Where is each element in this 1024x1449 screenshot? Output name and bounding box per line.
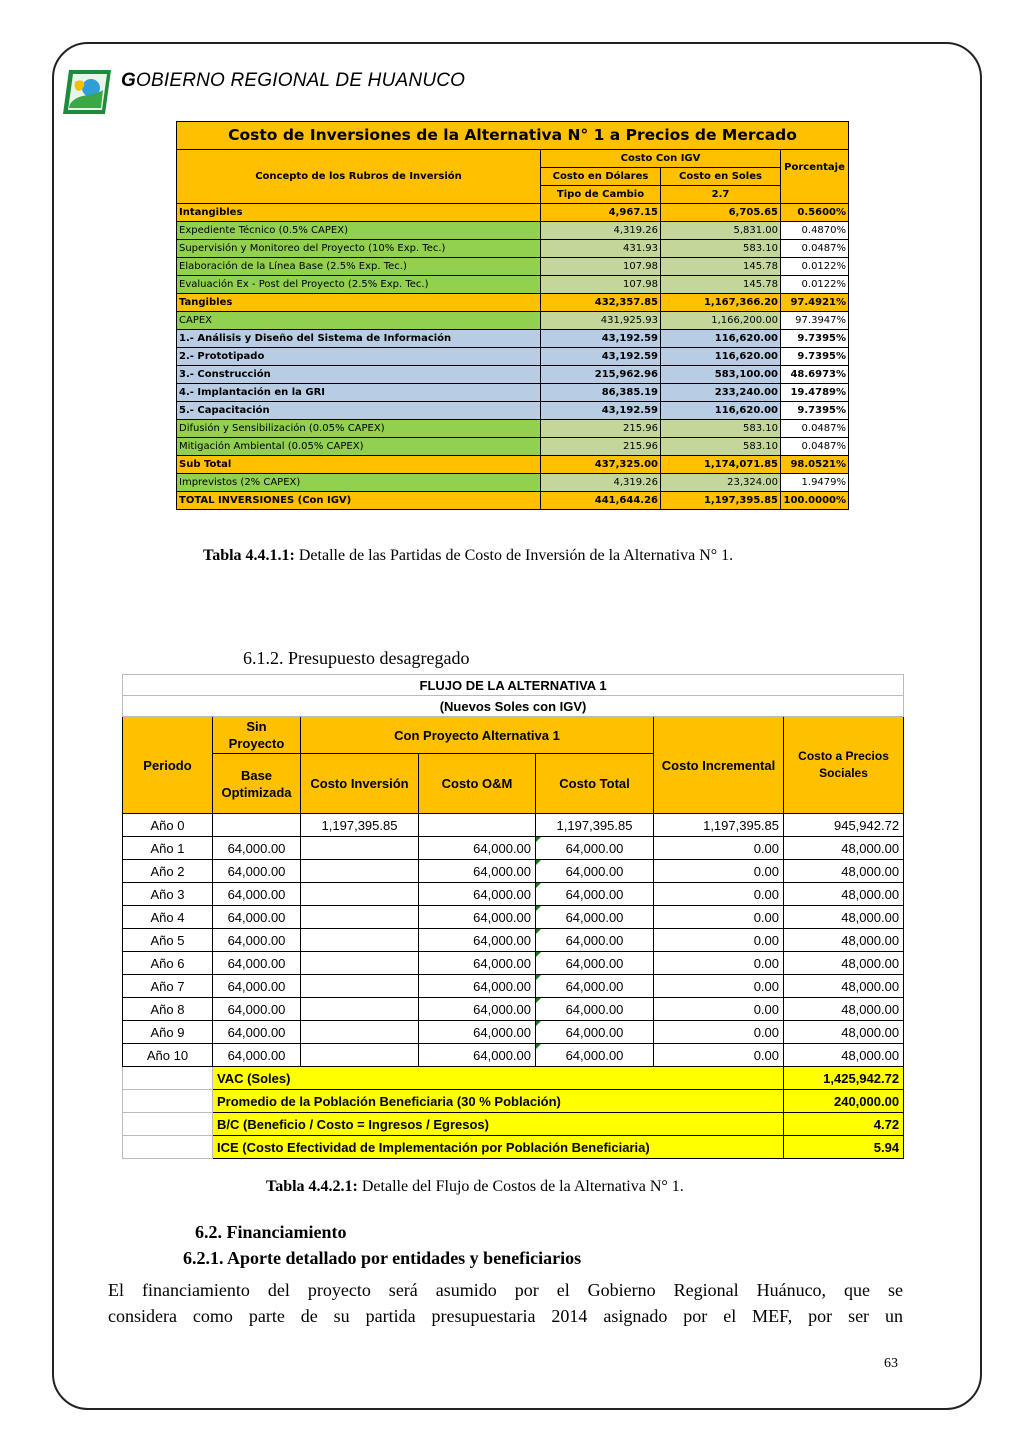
- row-pct: 0.5600%: [781, 204, 849, 222]
- regional-logo: [61, 68, 113, 116]
- flow-inversion: 1,197,395.85: [301, 814, 419, 837]
- flow-total: 64,000.00: [536, 860, 654, 883]
- flow-base: 64,000.00: [213, 952, 301, 975]
- row-usd: 4,319.26: [541, 222, 661, 240]
- row-pct: 1.9479%: [781, 474, 849, 492]
- flow-row: [123, 814, 904, 837]
- flow-social: 945,942.72: [784, 814, 904, 837]
- paragraph-line-2: considera como parte de su partida presupuestaria 2014 asignado por el MEF, por ser un: [108, 1306, 903, 1326]
- flow-social: 48,000.00: [784, 906, 904, 929]
- investment-row: [177, 420, 849, 438]
- investment-row: [177, 366, 849, 384]
- row-pct: 9.7395%: [781, 348, 849, 366]
- flow-incremental: 0.00: [654, 929, 784, 952]
- row-pen: 1,166,200.00: [661, 312, 781, 330]
- base-optimizada-header: Base Optimizada: [213, 754, 301, 814]
- row-label: Sub Total: [177, 456, 541, 474]
- flow-inversion: [301, 1021, 419, 1044]
- flow-om: 64,000.00: [419, 1044, 536, 1067]
- investment-row: [177, 204, 849, 222]
- row-pct: 9.7395%: [781, 402, 849, 420]
- costo-con-igv-header: Costo Con IGV: [541, 150, 781, 168]
- financing-paragraph: [108, 1277, 903, 1329]
- flow-base: 64,000.00: [213, 929, 301, 952]
- row-usd: 215.96: [541, 420, 661, 438]
- flow-base: 64,000.00: [213, 906, 301, 929]
- investment-row: [177, 222, 849, 240]
- row-pen: 145.78: [661, 258, 781, 276]
- row-pct: 0.0487%: [781, 240, 849, 258]
- row-label: Expediente Técnico (0.5% CAPEX): [177, 222, 541, 240]
- row-pen: 583,100.00: [661, 366, 781, 384]
- flow-social: 48,000.00: [784, 860, 904, 883]
- flow-row: [123, 975, 904, 998]
- row-pen: 1,174,071.85: [661, 456, 781, 474]
- flow-om: 64,000.00: [419, 1021, 536, 1044]
- flow-total: 1,197,395.85: [536, 814, 654, 837]
- row-pen: 116,620.00: [661, 402, 781, 420]
- row-pen: 583.10: [661, 438, 781, 456]
- row-pct: 0.0122%: [781, 276, 849, 294]
- row-usd: 4,319.26: [541, 474, 661, 492]
- investment-row: [177, 474, 849, 492]
- row-label: Mitigación Ambiental (0.05% CAPEX): [177, 438, 541, 456]
- flow-base: 64,000.00: [213, 860, 301, 883]
- flow-row: [123, 883, 904, 906]
- flow-periodo: Año 10: [123, 1044, 213, 1067]
- header-title: GOBIERNO REGIONAL DE HUANUCO: [121, 70, 466, 91]
- flow-inversion: [301, 860, 419, 883]
- flow-om: 64,000.00: [419, 952, 536, 975]
- flow-om: 64,000.00: [419, 998, 536, 1021]
- flow-periodo: Año 9: [123, 1021, 213, 1044]
- row-pct: 0.0487%: [781, 438, 849, 456]
- summary-label: Promedio de la Población Beneficiaria (30 % Población): [213, 1090, 784, 1113]
- summary-value: 240,000.00: [784, 1090, 904, 1113]
- row-usd: 431,925.93: [541, 312, 661, 330]
- periodo-header: Periodo: [123, 717, 213, 814]
- investment-row: [177, 384, 849, 402]
- row-label: 4.- Implantación en la GRI: [177, 384, 541, 402]
- summary-row: [123, 1090, 904, 1113]
- row-usd: 107.98: [541, 258, 661, 276]
- row-label: 5.- Capacitación: [177, 402, 541, 420]
- summary-value: 4.72: [784, 1113, 904, 1136]
- flow-social: 48,000.00: [784, 975, 904, 998]
- flow-inversion: [301, 1044, 419, 1067]
- summary-label: B/C (Beneficio / Costo = Ingresos / Egresos): [213, 1113, 784, 1136]
- flow-row: [123, 998, 904, 1021]
- flow-row: [123, 837, 904, 860]
- flow-inversion: [301, 998, 419, 1021]
- investment-row: [177, 312, 849, 330]
- row-label: Supervisión y Monitoreo del Proyecto (10% Exp. Tec.): [177, 240, 541, 258]
- investment-row: [177, 456, 849, 474]
- flow-periodo: Año 0: [123, 814, 213, 837]
- row-usd: 43,192.59: [541, 330, 661, 348]
- flow-row: [123, 906, 904, 929]
- flow-social: 48,000.00: [784, 952, 904, 975]
- costo-sociales-header: Costo a Precios Sociales: [784, 717, 904, 814]
- flow-total: 64,000.00: [536, 1044, 654, 1067]
- flow-total: 64,000.00: [536, 952, 654, 975]
- flow-inversion: [301, 929, 419, 952]
- row-label: CAPEX: [177, 312, 541, 330]
- row-usd: 437,325.00: [541, 456, 661, 474]
- row-pct: 97.4921%: [781, 294, 849, 312]
- soles-header: Costo en Soles: [661, 168, 781, 186]
- flow-base: 64,000.00: [213, 883, 301, 906]
- row-pct: 19.4789%: [781, 384, 849, 402]
- summary-value: 5.94: [784, 1136, 904, 1159]
- flow-om: 64,000.00: [419, 837, 536, 860]
- investment-row: [177, 294, 849, 312]
- flow-social: 48,000.00: [784, 1021, 904, 1044]
- row-label: Elaboración de la Línea Base (2.5% Exp. Tec.): [177, 258, 541, 276]
- flow-total: 64,000.00: [536, 929, 654, 952]
- flow-periodo: Año 8: [123, 998, 213, 1021]
- flow-social: 48,000.00: [784, 929, 904, 952]
- row-usd: 107.98: [541, 276, 661, 294]
- flow-total: 64,000.00: [536, 837, 654, 860]
- row-pct: 0.4870%: [781, 222, 849, 240]
- flow-periodo: Año 4: [123, 906, 213, 929]
- summary-row: [123, 1113, 904, 1136]
- flow-inversion: [301, 837, 419, 860]
- flow-base: 64,000.00: [213, 975, 301, 998]
- row-usd: 43,192.59: [541, 348, 661, 366]
- flow-social: 48,000.00: [784, 837, 904, 860]
- row-pen: 23,324.00: [661, 474, 781, 492]
- row-usd: 215,962.96: [541, 366, 661, 384]
- flow-base: 64,000.00: [213, 1021, 301, 1044]
- caption-table2: Tabla 4.4.2.1: Detalle del Flujo de Costos de la Alternativa N° 1.: [266, 1178, 684, 1195]
- row-usd: 215.96: [541, 438, 661, 456]
- row-label: 1.- Análisis y Diseño del Sistema de Información: [177, 330, 541, 348]
- flow-om: [419, 814, 536, 837]
- flow-incremental: 0.00: [654, 952, 784, 975]
- flow-periodo: Año 1: [123, 837, 213, 860]
- flow-incremental: 0.00: [654, 1021, 784, 1044]
- flow-social: 48,000.00: [784, 998, 904, 1021]
- flow-total: 64,000.00: [536, 1021, 654, 1044]
- flow-periodo: Año 7: [123, 975, 213, 998]
- row-pen: 583.10: [661, 420, 781, 438]
- flow-total: 64,000.00: [536, 906, 654, 929]
- flow-base: 64,000.00: [213, 837, 301, 860]
- flow-caption-1: FLUJO DE LA ALTERNATIVA 1: [123, 675, 904, 696]
- flow-total: 64,000.00: [536, 975, 654, 998]
- flow-social: 48,000.00: [784, 883, 904, 906]
- summary-row: [123, 1067, 904, 1090]
- row-pen: 5,831.00: [661, 222, 781, 240]
- row-label: Evaluación Ex - Post del Proyecto (2.5% Exp. Tec.): [177, 276, 541, 294]
- row-pen: 1,197,395.85: [661, 492, 781, 510]
- flow-inversion: [301, 906, 419, 929]
- flow-incremental: 0.00: [654, 975, 784, 998]
- row-label: 3.- Construcción: [177, 366, 541, 384]
- investment-row: [177, 258, 849, 276]
- tipo-cambio-value: 2.7: [661, 186, 781, 204]
- row-usd: 441,644.26: [541, 492, 661, 510]
- investment-cost-table: [176, 121, 849, 510]
- flow-om: 64,000.00: [419, 860, 536, 883]
- row-label: Tangibles: [177, 294, 541, 312]
- row-label: Intangibles: [177, 204, 541, 222]
- flow-row: [123, 929, 904, 952]
- summary-label: ICE (Costo Efectividad de Implementación por Población Beneficiaria): [213, 1136, 784, 1159]
- row-label: Difusión y Sensibilización (0.05% CAPEX): [177, 420, 541, 438]
- row-pen: 583.10: [661, 240, 781, 258]
- summary-row: [123, 1136, 904, 1159]
- flow-om: 64,000.00: [419, 906, 536, 929]
- flow-incremental: 0.00: [654, 1044, 784, 1067]
- row-usd: 86,385.19: [541, 384, 661, 402]
- costo-incremental-header: Costo Incremental: [654, 717, 784, 814]
- row-pen: 116,620.00: [661, 330, 781, 348]
- flow-incremental: 0.00: [654, 998, 784, 1021]
- flow-row: [123, 1021, 904, 1044]
- sin-proyecto-header: Sin Proyecto: [213, 717, 301, 754]
- row-pct: 48.6973%: [781, 366, 849, 384]
- flow-row: [123, 952, 904, 975]
- summary-label: VAC (Soles): [213, 1067, 784, 1090]
- paragraph-line-1: El financiamiento del proyecto será asumido por el Gobierno Regional Huánuco, que se: [108, 1280, 903, 1300]
- flow-periodo: Año 3: [123, 883, 213, 906]
- subheading-presupuesto: 6.1.2. Presupuesto desagregado: [243, 648, 470, 668]
- flow-incremental: 0.00: [654, 837, 784, 860]
- investment-row: [177, 330, 849, 348]
- row-pen: 116,620.00: [661, 348, 781, 366]
- tipo-cambio-label: Tipo de Cambio: [541, 186, 661, 204]
- row-pct: 9.7395%: [781, 330, 849, 348]
- row-usd: 432,357.85: [541, 294, 661, 312]
- flow-base: 64,000.00: [213, 998, 301, 1021]
- flow-periodo: Año 5: [123, 929, 213, 952]
- costo-total-header: Costo Total: [536, 754, 654, 814]
- row-label: 2.- Prototipado: [177, 348, 541, 366]
- flow-periodo: Año 6: [123, 952, 213, 975]
- flow-incremental: 0.00: [654, 883, 784, 906]
- flow-incremental: 0.00: [654, 860, 784, 883]
- row-usd: 43,192.59: [541, 402, 661, 420]
- investment-row: [177, 402, 849, 420]
- flow-om: 64,000.00: [419, 883, 536, 906]
- flow-caption-2: (Nuevos Soles con IGV): [123, 696, 904, 717]
- section-6-2-1: 6.2.1. Aporte detallado por entidades y beneficiarios: [183, 1248, 582, 1268]
- page-number: 63: [884, 1356, 898, 1371]
- cost-flow-table: [122, 674, 904, 1159]
- flow-social: 48,000.00: [784, 1044, 904, 1067]
- con-proyecto-header: Con Proyecto Alternativa 1: [301, 717, 654, 754]
- row-pct: 0.0122%: [781, 258, 849, 276]
- flow-inversion: [301, 975, 419, 998]
- flow-base: [213, 814, 301, 837]
- flow-incremental: 0.00: [654, 906, 784, 929]
- porcentaje-header: Porcentaje: [781, 150, 849, 186]
- flow-row: [123, 860, 904, 883]
- row-pct: 97.3947%: [781, 312, 849, 330]
- caption-table1: Tabla 4.4.1.1: Detalle de las Partidas de Costo de Inversión de la Alternativa N° 1.: [203, 547, 734, 564]
- dolares-header: Costo en Dólares: [541, 168, 661, 186]
- flow-om: 64,000.00: [419, 975, 536, 998]
- investment-row: [177, 276, 849, 294]
- investment-row: [177, 348, 849, 366]
- flow-inversion: [301, 883, 419, 906]
- table1-title: Costo de Inversiones de la Alternativa N° 1 a Precios de Mercado: [177, 122, 849, 150]
- row-label: Imprevistos (2% CAPEX): [177, 474, 541, 492]
- costo-inversion-header: Costo Inversión: [301, 754, 419, 814]
- row-pct: 98.0521%: [781, 456, 849, 474]
- flow-incremental: 1,197,395.85: [654, 814, 784, 837]
- costo-om-header: Costo O&M: [419, 754, 536, 814]
- flow-total: 64,000.00: [536, 998, 654, 1021]
- flow-periodo: Año 2: [123, 860, 213, 883]
- flow-inversion: [301, 952, 419, 975]
- row-usd: 431.93: [541, 240, 661, 258]
- flow-base: 64,000.00: [213, 1044, 301, 1067]
- summary-value: 1,425,942.72: [784, 1067, 904, 1090]
- row-pen: 145.78: [661, 276, 781, 294]
- investment-row: [177, 438, 849, 456]
- row-pct: 0.0487%: [781, 420, 849, 438]
- investment-row: [177, 240, 849, 258]
- row-pen: 6,705.65: [661, 204, 781, 222]
- flow-row: [123, 1044, 904, 1067]
- flow-total: 64,000.00: [536, 883, 654, 906]
- row-pen: 233,240.00: [661, 384, 781, 402]
- row-label: TOTAL INVERSIONES (Con IGV): [177, 492, 541, 510]
- flow-om: 64,000.00: [419, 929, 536, 952]
- section-6-2: 6.2. Financiamiento: [195, 1222, 347, 1242]
- row-usd: 4,967.15: [541, 204, 661, 222]
- row-pen: 1,167,366.20: [661, 294, 781, 312]
- concept-header: Concepto de los Rubros de Inversión: [177, 150, 541, 204]
- investment-row: [177, 492, 849, 510]
- row-pct: 100.0000%: [781, 492, 849, 510]
